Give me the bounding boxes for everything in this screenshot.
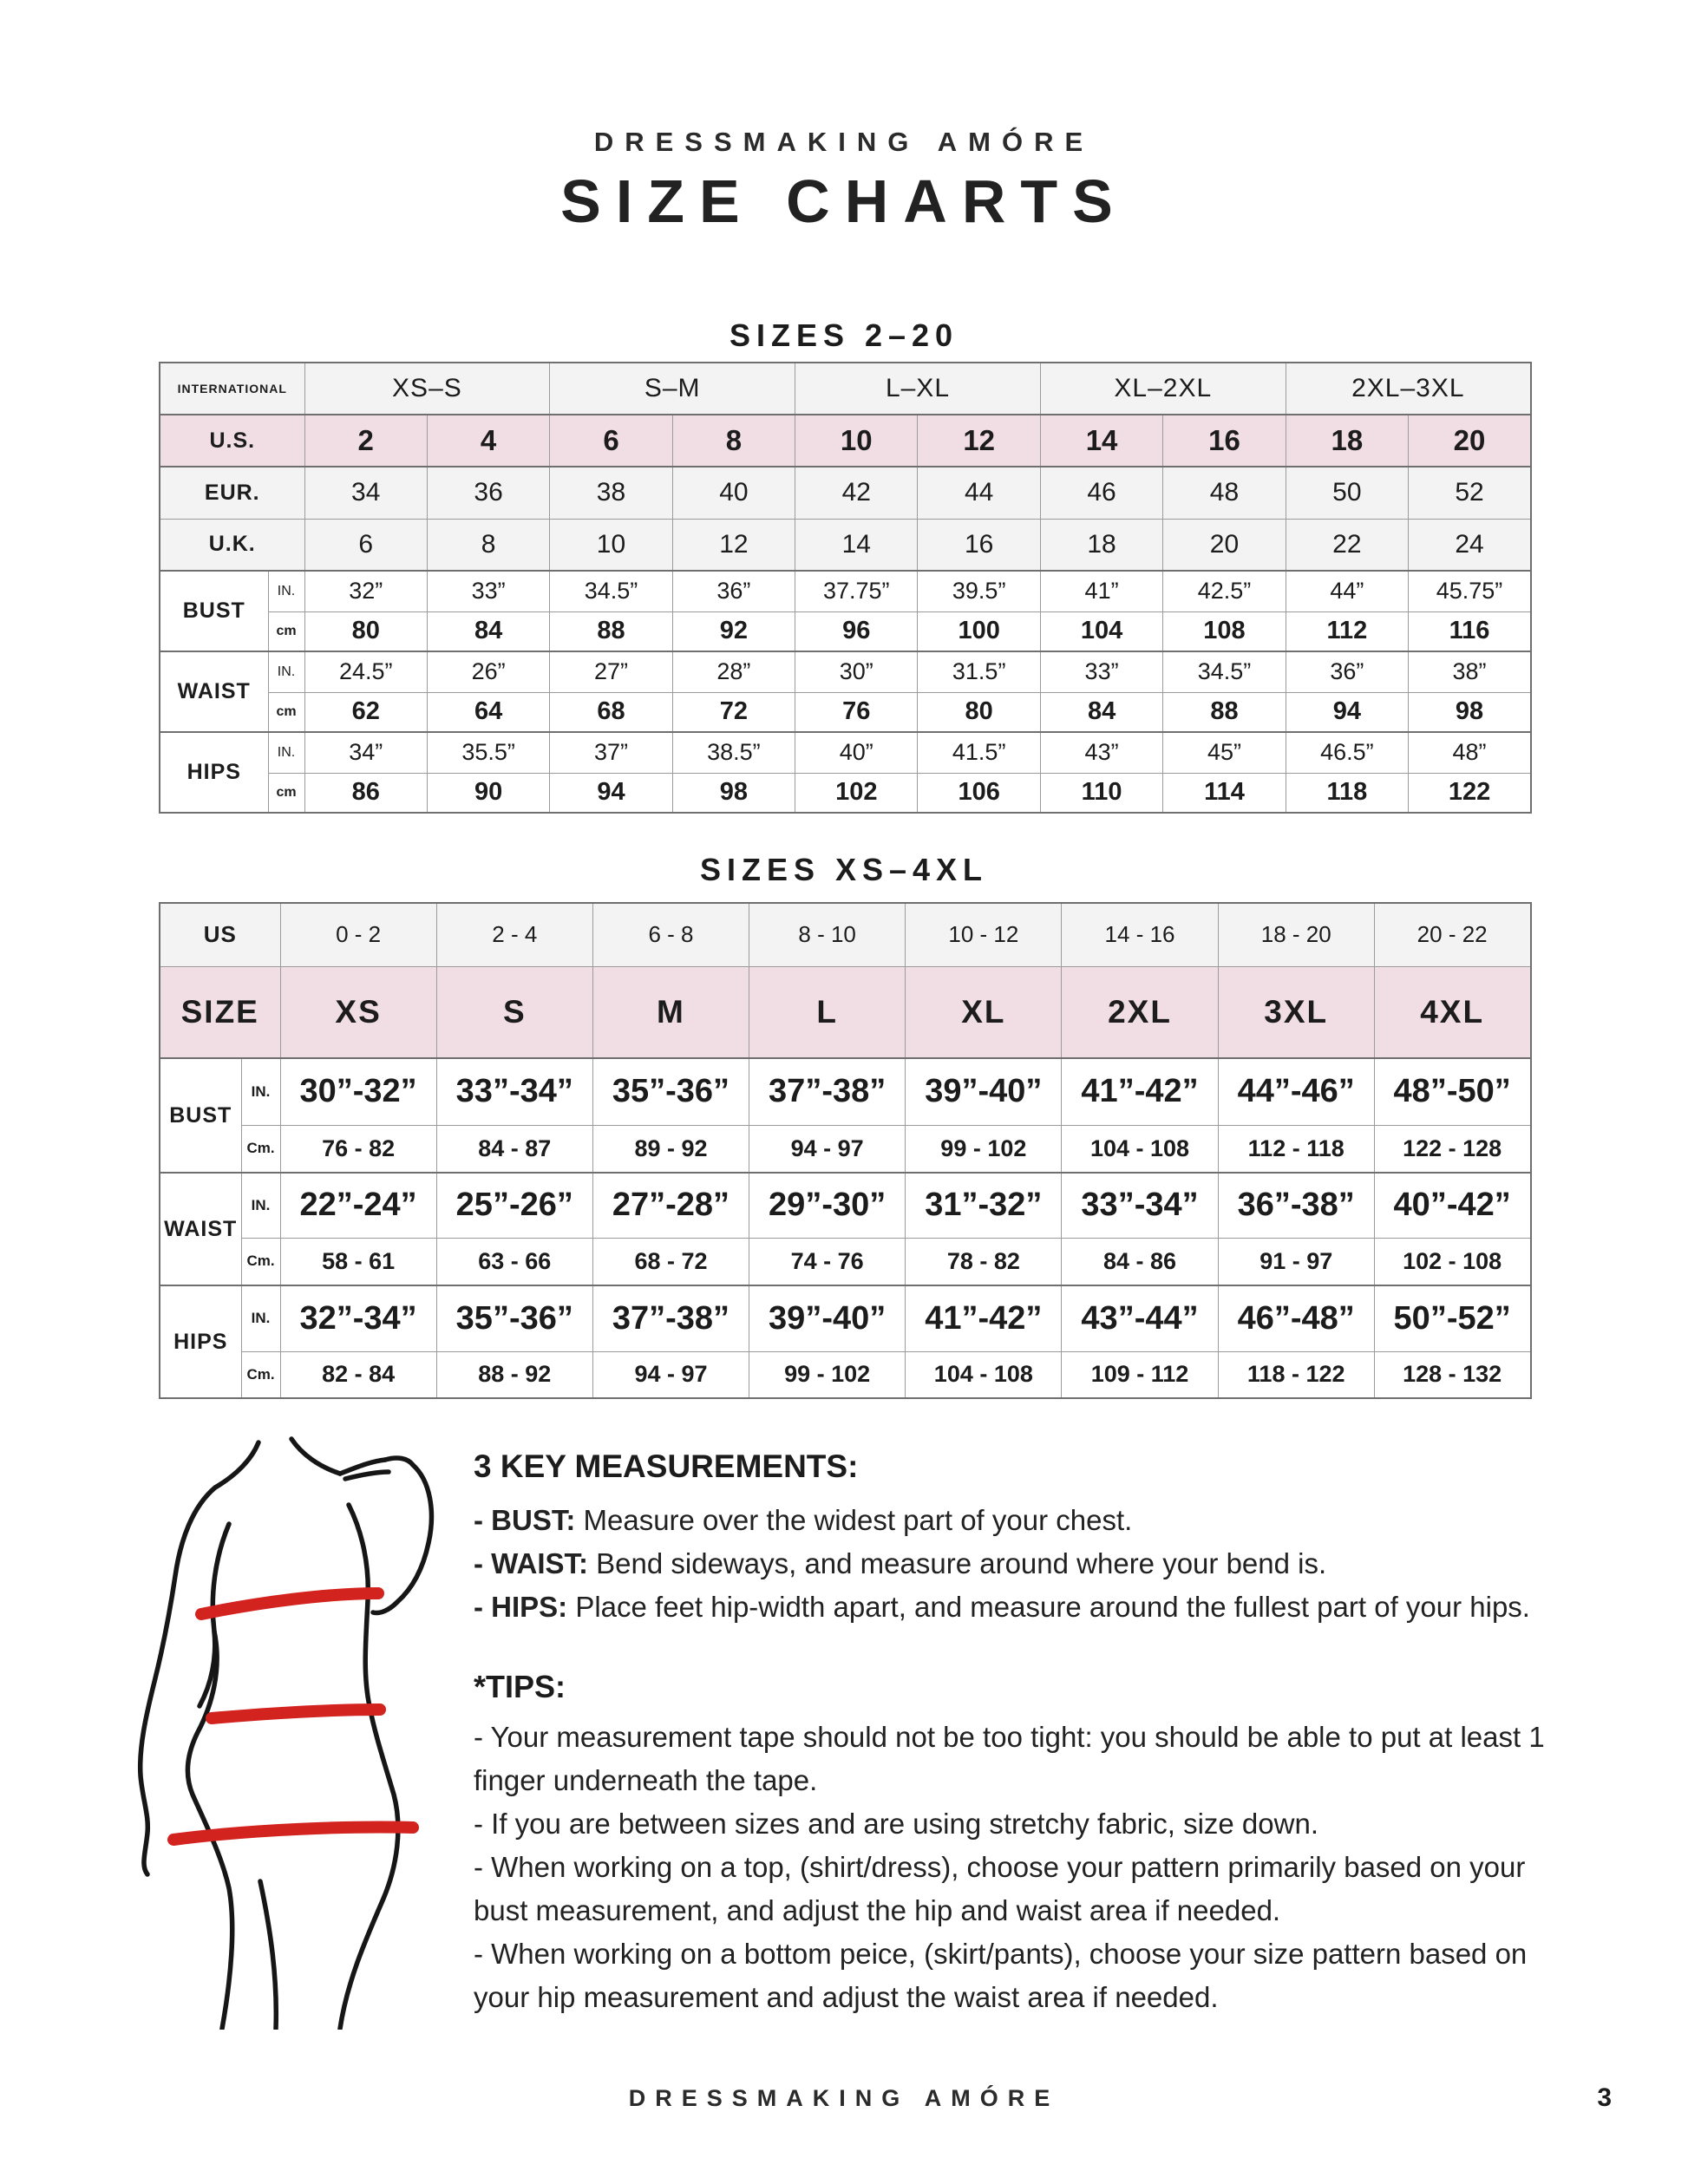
cm-unit-cell: Cm. [241, 1125, 280, 1173]
us-row-label: U.S. [160, 415, 304, 467]
inches-value-cell: 30” [795, 651, 918, 692]
us-size-cell: 12 [918, 415, 1040, 467]
cm-range-cell: 109 - 112 [1062, 1351, 1218, 1398]
inches-value-cell: 43” [1040, 732, 1162, 773]
measure-row-label: BUST [160, 1058, 241, 1173]
cm-range-cell: 102 - 108 [1374, 1238, 1530, 1285]
eur-size-cell: 40 [672, 467, 795, 519]
inches-value-cell: 34.5” [550, 571, 672, 611]
inches-unit-cell: IN. [268, 651, 304, 692]
table2-title: SIZES XS–4XL [699, 852, 989, 887]
uk-size-cell: 6 [304, 519, 427, 571]
inches-value-cell: 34.5” [1163, 651, 1286, 692]
measure-row-label: HIPS [160, 732, 268, 813]
inches-range-cell: 32”-34” [280, 1285, 436, 1351]
bust-measure-band [201, 1593, 378, 1614]
inches-value-cell: 38” [1409, 651, 1531, 692]
cm-range-cell: 118 - 122 [1218, 1351, 1374, 1398]
inches-value-cell: 36” [1286, 651, 1408, 692]
table-row [160, 467, 1531, 519]
inches-range-cell: 33”-34” [436, 1058, 592, 1125]
measurement-text: Measure over the widest part of your chest. [575, 1504, 1133, 1536]
uk-row-label: U.K. [160, 519, 304, 571]
cm-range-cell: 58 - 61 [280, 1238, 436, 1285]
uk-size-cell: 20 [1163, 519, 1286, 571]
cm-value-cell: 106 [918, 773, 1040, 813]
measurement-figure-illustration [121, 1429, 468, 2030]
size-group-cell: S–M [550, 363, 795, 415]
inches-value-cell: 24.5” [304, 651, 427, 692]
us-range-cell: 18 - 20 [1218, 903, 1374, 966]
table-row [160, 363, 1531, 415]
cm-value-cell: 96 [795, 611, 918, 651]
eur-size-cell: 46 [1040, 467, 1162, 519]
cm-range-cell: 78 - 82 [906, 1238, 1062, 1285]
cm-range-cell: 99 - 102 [749, 1351, 906, 1398]
us-range-cell: 20 - 22 [1374, 903, 1530, 966]
cm-value-cell: 68 [550, 692, 672, 732]
us-size-cell: 6 [550, 415, 672, 467]
eur-size-cell: 38 [550, 467, 672, 519]
cm-value-cell: 112 [1286, 611, 1408, 651]
inches-range-cell: 48”-50” [1374, 1058, 1530, 1125]
cm-value-cell: 118 [1286, 773, 1408, 813]
cm-range-cell: 84 - 87 [436, 1125, 592, 1173]
cm-value-cell: 88 [1163, 692, 1286, 732]
inches-value-cell: 40” [795, 732, 918, 773]
cm-range-cell: 112 - 118 [1218, 1125, 1374, 1173]
inches-range-cell: 37”-38” [592, 1285, 749, 1351]
inches-unit-cell: IN. [268, 571, 304, 611]
table-row [160, 966, 1531, 1058]
inches-range-cell: 39”-40” [749, 1285, 906, 1351]
page-number: 3 [1597, 2083, 1612, 2112]
cm-value-cell: 90 [427, 773, 549, 813]
us-range-cell: 14 - 16 [1062, 903, 1218, 966]
cm-range-cell: 63 - 66 [436, 1238, 592, 1285]
cm-value-cell: 92 [672, 611, 795, 651]
key-measurements-heading: 3 KEY MEASUREMENTS: [474, 1448, 859, 1484]
size-group-cell: XL–2XL [1040, 363, 1286, 415]
cm-range-cell: 89 - 92 [592, 1125, 749, 1173]
uk-size-cell: 22 [1286, 519, 1408, 571]
us-size-cell: 18 [1286, 415, 1408, 467]
cm-range-cell: 94 - 97 [592, 1351, 749, 1398]
eur-size-cell: 52 [1409, 467, 1531, 519]
inches-range-cell: 30”-32” [280, 1058, 436, 1125]
inches-unit-cell: IN. [268, 732, 304, 773]
cm-value-cell: 110 [1040, 773, 1162, 813]
inches-value-cell: 41” [1040, 571, 1162, 611]
cm-value-cell: 114 [1163, 773, 1286, 813]
cm-unit-cell: cm [268, 692, 304, 732]
eur-size-cell: 50 [1286, 467, 1408, 519]
inches-unit-cell: IN. [241, 1285, 280, 1351]
inches-value-cell: 45.75” [1409, 571, 1531, 611]
cm-value-cell: 72 [672, 692, 795, 732]
inches-range-cell: 35”-36” [592, 1058, 749, 1125]
cm-range-cell: 104 - 108 [906, 1351, 1062, 1398]
tip-line: - When working on a top, (shirt/dress), choose your pattern primarily based on your bust measurement, and adjust the hip and waist area if needed. [474, 1851, 1526, 1926]
measurement-definition-line [474, 1499, 1653, 1542]
us-size-cell: 2 [304, 415, 427, 467]
table-row [160, 773, 1531, 813]
measurement-definition-line [474, 1586, 1653, 1629]
eur-size-cell: 34 [304, 467, 427, 519]
table-row [160, 651, 1531, 692]
inches-range-cell: 22”-24” [280, 1173, 436, 1238]
cm-range-cell: 104 - 108 [1062, 1125, 1218, 1173]
size-group-cell: XS–S [304, 363, 550, 415]
us-size-cell: 10 [795, 415, 918, 467]
us-size-cell: 16 [1163, 415, 1286, 467]
cm-value-cell: 84 [427, 611, 549, 651]
cm-range-cell: 74 - 76 [749, 1238, 906, 1285]
cm-value-cell: 80 [918, 692, 1040, 732]
cm-value-cell: 86 [304, 773, 427, 813]
size-group-cell: 2XL–3XL [1286, 363, 1531, 415]
cm-range-cell: 99 - 102 [906, 1125, 1062, 1173]
inches-unit-cell: IN. [241, 1058, 280, 1125]
tip-line: - When working on a bottom peice, (skirt/pants), choose your size pattern based on your hip measurement and adjust the waist area if needed. [474, 1938, 1528, 2013]
inches-range-cell: 29”-30” [749, 1173, 906, 1238]
inches-range-cell: 37”-38” [749, 1058, 906, 1125]
us-range-cell: 0 - 2 [280, 903, 436, 966]
cm-unit-cell: cm [268, 611, 304, 651]
size-row-label: SIZE [160, 966, 280, 1058]
cm-range-cell: 82 - 84 [280, 1351, 436, 1398]
brand-header: DRESSMAKING AMÓRE [593, 127, 1095, 157]
us-range-cell: 6 - 8 [592, 903, 749, 966]
measure-row-label: BUST [160, 571, 268, 651]
table-row [160, 732, 1531, 773]
uk-size-cell: 16 [918, 519, 1040, 571]
inches-range-cell: 25”-26” [436, 1173, 592, 1238]
inches-range-cell: 31”-32” [906, 1173, 1062, 1238]
croquis-figure-icon [121, 1429, 468, 2030]
inches-value-cell: 28” [672, 651, 795, 692]
table-row [160, 571, 1531, 611]
tips-heading: *TIPS: [474, 1669, 566, 1704]
cm-value-cell: 98 [1409, 692, 1531, 732]
key-measurements-list [474, 1499, 1653, 1629]
inches-range-cell: 44”-46” [1218, 1058, 1374, 1125]
footer-brand: DRESSMAKING AMÓRE [628, 2085, 1060, 2111]
key-measurements-section [474, 1447, 1653, 1629]
eur-row-label: EUR. [160, 467, 304, 519]
cm-value-cell: 94 [550, 773, 672, 813]
cm-range-cell: 94 - 97 [749, 1125, 906, 1173]
measurement-term: - BUST: [474, 1504, 576, 1536]
tip-line: - If you are between sizes and are using stretchy fabric, size down. [474, 1808, 1318, 1840]
size-name-cell: L [749, 966, 906, 1058]
international-header-cell: INTERNATIONAL [160, 363, 304, 415]
measurement-term: - WAIST: [474, 1547, 588, 1579]
measure-row-label: HIPS [160, 1285, 241, 1398]
measurement-text: Bend sideways, and measure around where your bend is. [587, 1547, 1327, 1579]
inches-value-cell: 26” [427, 651, 549, 692]
size-name-cell: XL [906, 966, 1062, 1058]
inches-value-cell: 37” [550, 732, 672, 773]
table-row [160, 415, 1531, 467]
us-size-cell: 14 [1040, 415, 1162, 467]
cm-value-cell: 122 [1409, 773, 1531, 813]
eur-size-cell: 44 [918, 467, 1040, 519]
cm-value-cell: 64 [427, 692, 549, 732]
us-range-cell: 10 - 12 [906, 903, 1062, 966]
us-range-cell: 8 - 10 [749, 903, 906, 966]
inches-value-cell: 48” [1409, 732, 1531, 773]
tips-list [474, 1716, 1558, 2019]
inches-value-cell: 46.5” [1286, 732, 1408, 773]
cm-range-cell: 68 - 72 [592, 1238, 749, 1285]
table-row [160, 692, 1531, 732]
measurement-term: - HIPS: [474, 1591, 568, 1623]
cm-range-cell: 91 - 97 [1218, 1238, 1374, 1285]
cm-value-cell: 100 [918, 611, 1040, 651]
inches-range-cell: 35”-36” [436, 1285, 592, 1351]
cm-value-cell: 102 [795, 773, 918, 813]
waist-measure-band [212, 1710, 380, 1718]
cm-range-cell: 122 - 128 [1374, 1125, 1530, 1173]
inches-value-cell: 42.5” [1163, 571, 1286, 611]
table-row [160, 1285, 1531, 1351]
inches-value-cell: 45” [1163, 732, 1286, 773]
us-range-cell: 2 - 4 [436, 903, 592, 966]
page-title: SIZE CHARTS [560, 167, 1128, 235]
size-name-cell: 3XL [1218, 966, 1374, 1058]
cm-range-cell: 76 - 82 [280, 1125, 436, 1173]
cm-value-cell: 62 [304, 692, 427, 732]
size-name-cell: S [436, 966, 592, 1058]
table-row [160, 1173, 1531, 1238]
measure-row-label: WAIST [160, 1173, 241, 1285]
size-name-cell: M [592, 966, 749, 1058]
uk-size-cell: 8 [427, 519, 549, 571]
inches-value-cell: 36” [672, 571, 795, 611]
inches-value-cell: 31.5” [918, 651, 1040, 692]
inches-value-cell: 37.75” [795, 571, 918, 611]
uk-size-cell: 14 [795, 519, 918, 571]
tips-section [474, 1667, 1558, 2019]
inches-unit-cell: IN. [241, 1173, 280, 1238]
inches-range-cell: 46”-48” [1218, 1285, 1374, 1351]
cm-range-cell: 84 - 86 [1062, 1238, 1218, 1285]
measure-row-label: WAIST [160, 651, 268, 732]
inches-range-cell: 43”-44” [1062, 1285, 1218, 1351]
cm-value-cell: 94 [1286, 692, 1408, 732]
tip-line: - Your measurement tape should not be too tight: you should be able to put at least 1 finger underneath the tape. [474, 1721, 1545, 1796]
uk-size-cell: 12 [672, 519, 795, 571]
inches-range-cell: 40”-42” [1374, 1173, 1530, 1238]
measurement-definition-line [474, 1542, 1653, 1586]
measurement-text: Place feet hip-width apart, and measure around the fullest part of your hips. [567, 1591, 1530, 1623]
size-name-cell: 2XL [1062, 966, 1218, 1058]
cm-value-cell: 98 [672, 773, 795, 813]
eur-size-cell: 48 [1163, 467, 1286, 519]
inches-value-cell: 39.5” [918, 571, 1040, 611]
size-name-cell: 4XL [1374, 966, 1530, 1058]
inches-range-cell: 41”-42” [906, 1285, 1062, 1351]
eur-size-cell: 36 [427, 467, 549, 519]
table-row [160, 903, 1531, 966]
inches-value-cell: 41.5” [918, 732, 1040, 773]
inches-value-cell: 27” [550, 651, 672, 692]
inches-value-cell: 32” [304, 571, 427, 611]
cm-range-cell: 128 - 132 [1374, 1351, 1530, 1398]
uk-size-cell: 24 [1409, 519, 1531, 571]
inches-value-cell: 35.5” [427, 732, 549, 773]
table-row [160, 611, 1531, 651]
cm-unit-cell: Cm. [241, 1351, 280, 1398]
cm-value-cell: 80 [304, 611, 427, 651]
inches-range-cell: 36”-38” [1218, 1173, 1374, 1238]
cm-value-cell: 88 [550, 611, 672, 651]
table1-title: SIZES 2–20 [729, 317, 959, 353]
inches-range-cell: 39”-40” [906, 1058, 1062, 1125]
cm-value-cell: 76 [795, 692, 918, 732]
us-size-cell: 4 [427, 415, 549, 467]
inches-range-cell: 41”-42” [1062, 1058, 1218, 1125]
inches-value-cell: 38.5” [672, 732, 795, 773]
table-row [160, 1351, 1531, 1398]
uk-size-cell: 18 [1040, 519, 1162, 571]
table-row [160, 1058, 1531, 1125]
inches-value-cell: 44” [1286, 571, 1408, 611]
table-row [160, 1125, 1531, 1173]
cm-unit-cell: cm [268, 773, 304, 813]
inches-range-cell: 27”-28” [592, 1173, 749, 1238]
uk-size-cell: 10 [550, 519, 672, 571]
size-name-cell: XS [280, 966, 436, 1058]
inches-value-cell: 34” [304, 732, 427, 773]
table-row [160, 1238, 1531, 1285]
inches-value-cell: 33” [1040, 651, 1162, 692]
cm-range-cell: 88 - 92 [436, 1351, 592, 1398]
cm-value-cell: 84 [1040, 692, 1162, 732]
eur-size-cell: 42 [795, 467, 918, 519]
cm-value-cell: 108 [1163, 611, 1286, 651]
size-group-cell: L–XL [795, 363, 1041, 415]
cm-value-cell: 104 [1040, 611, 1162, 651]
inches-range-cell: 50”-52” [1374, 1285, 1530, 1351]
us-size-cell: 8 [672, 415, 795, 467]
cm-value-cell: 116 [1409, 611, 1531, 651]
inches-range-cell: 33”-34” [1062, 1173, 1218, 1238]
us-row-label: US [160, 903, 280, 966]
us-size-cell: 20 [1409, 415, 1531, 467]
table-row [160, 519, 1531, 571]
inches-value-cell: 33” [427, 571, 549, 611]
sizes-xs-4xl-table [159, 902, 1532, 1399]
sizes-2-20-table [159, 362, 1532, 814]
cm-unit-cell: Cm. [241, 1238, 280, 1285]
